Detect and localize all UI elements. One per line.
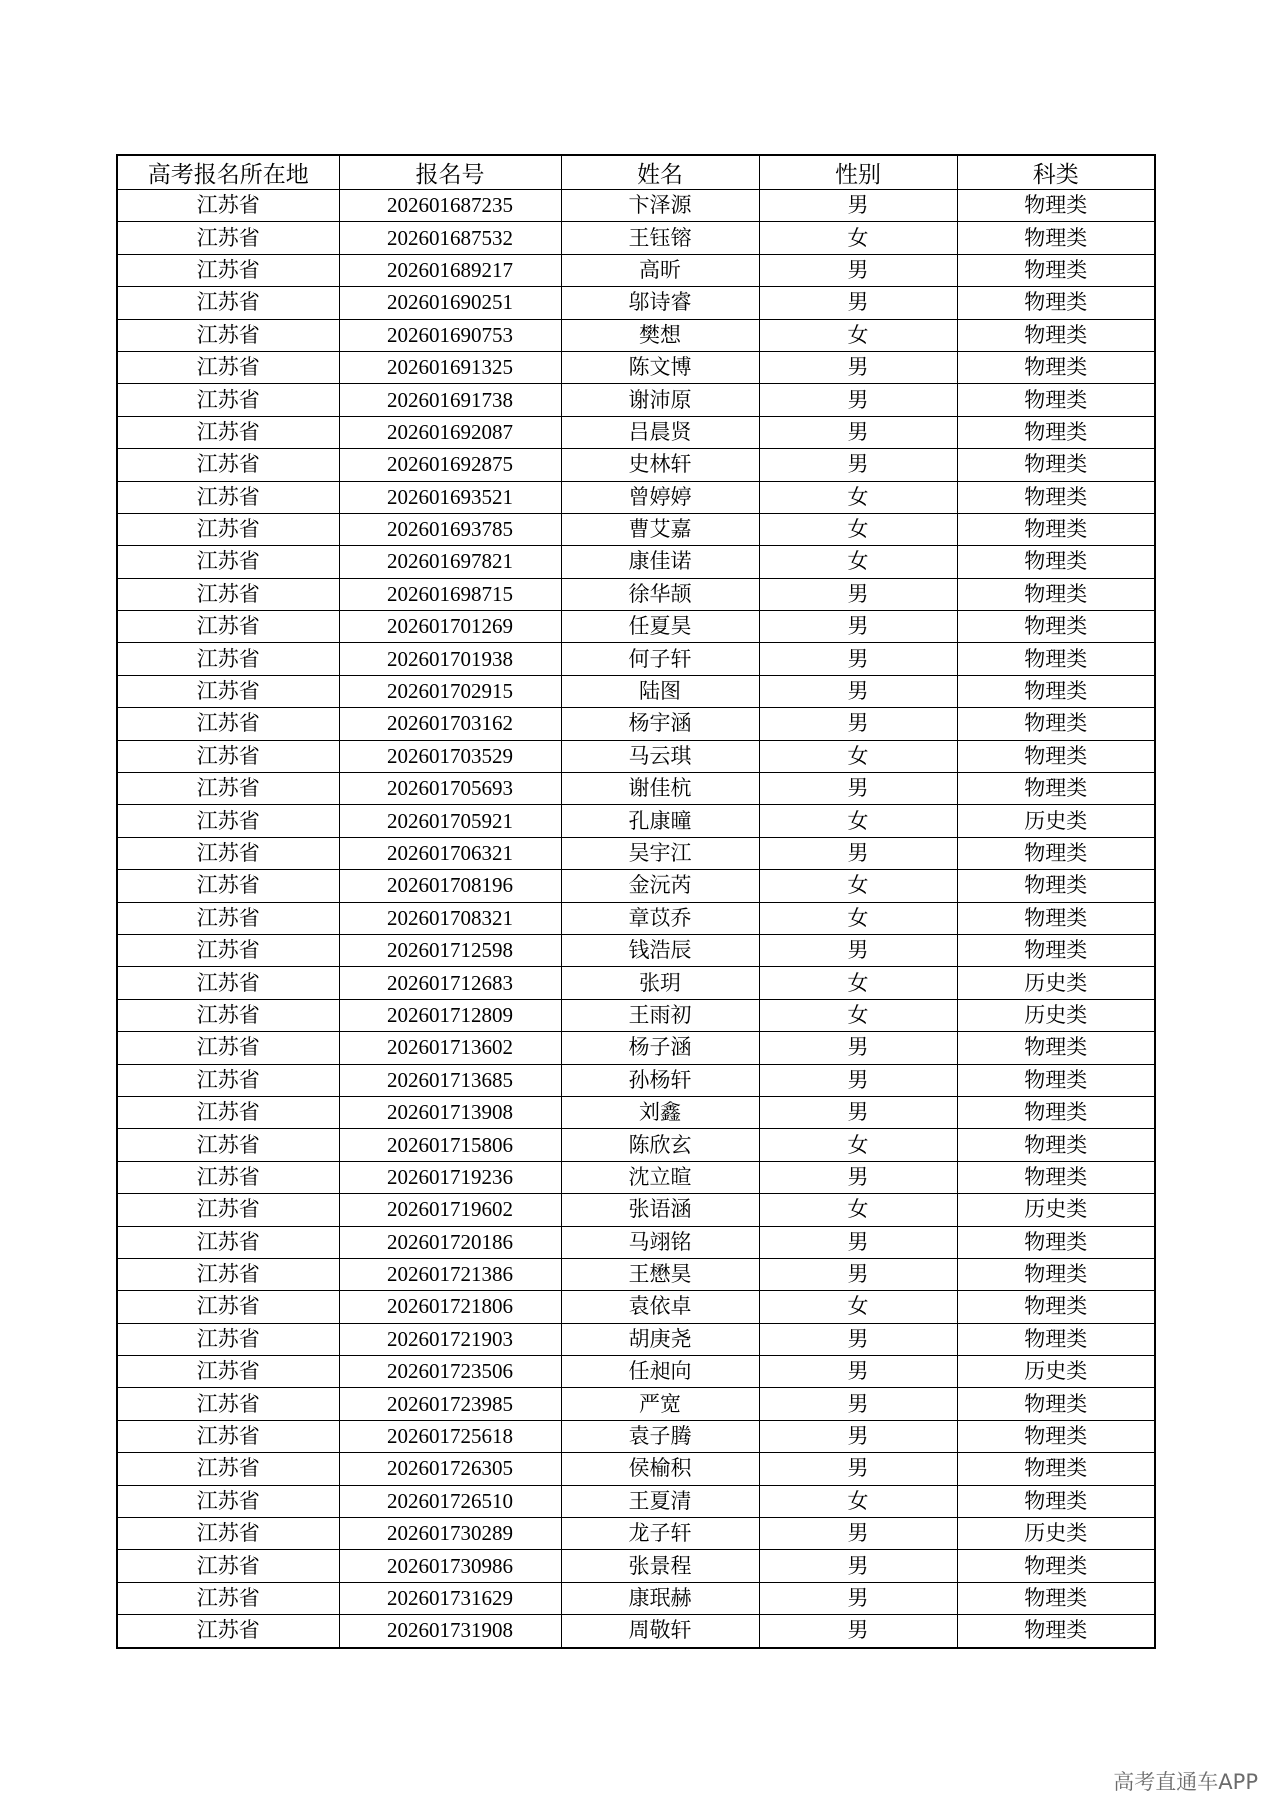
cell-registration-number: 202601692087 (339, 416, 561, 448)
cell-region: 江苏省 (117, 578, 339, 610)
cell-name: 马云琪 (561, 740, 759, 772)
cell-name: 侯榆积 (561, 1453, 759, 1485)
cell-name: 陆图 (561, 675, 759, 707)
cell-subject-track: 物理类 (957, 837, 1155, 869)
table-body (117, 190, 1155, 1648)
cell-subject-track: 物理类 (957, 902, 1155, 934)
cell-name: 卞泽源 (561, 190, 759, 222)
cell-registration-number: 202601726305 (339, 1453, 561, 1485)
cell-region: 江苏省 (117, 708, 339, 740)
cell-gender: 男 (759, 837, 957, 869)
table-row (117, 546, 1155, 578)
cell-gender: 女 (759, 513, 957, 545)
cell-subject-track: 历史类 (957, 1518, 1155, 1550)
table-row (117, 773, 1155, 805)
cell-subject-track: 物理类 (957, 449, 1155, 481)
cell-region: 江苏省 (117, 1518, 339, 1550)
table-row (117, 1388, 1155, 1420)
cell-subject-track: 物理类 (957, 1226, 1155, 1258)
cell-registration-number: 202601708196 (339, 870, 561, 902)
cell-gender: 男 (759, 1258, 957, 1290)
table-row (117, 254, 1155, 286)
cell-region: 江苏省 (117, 1485, 339, 1517)
cell-region: 江苏省 (117, 1096, 339, 1128)
cell-region: 江苏省 (117, 287, 339, 319)
cell-subject-track: 物理类 (957, 190, 1155, 222)
header-region: 高考报名所在地 (117, 155, 339, 190)
cell-region: 江苏省 (117, 1161, 339, 1193)
cell-registration-number: 202601712683 (339, 967, 561, 999)
cell-gender: 男 (759, 1388, 957, 1420)
cell-registration-number: 202601723985 (339, 1388, 561, 1420)
table-row (117, 222, 1155, 254)
header-row (117, 155, 1155, 190)
table-row (117, 1161, 1155, 1193)
cell-registration-number: 202601713908 (339, 1096, 561, 1128)
cell-gender: 男 (759, 287, 957, 319)
cell-gender: 男 (759, 1161, 957, 1193)
cell-subject-track: 物理类 (957, 1291, 1155, 1323)
cell-gender: 男 (759, 449, 957, 481)
cell-name: 钱浩辰 (561, 934, 759, 966)
cell-gender: 女 (759, 1291, 957, 1323)
cell-name: 谢沛原 (561, 384, 759, 416)
cell-region: 江苏省 (117, 319, 339, 351)
cell-subject-track: 物理类 (957, 254, 1155, 286)
cell-name: 袁依卓 (561, 1291, 759, 1323)
table-row (117, 1518, 1155, 1550)
cell-registration-number: 202601721903 (339, 1323, 561, 1355)
cell-registration-number: 202601712598 (339, 934, 561, 966)
table-row (117, 870, 1155, 902)
cell-subject-track: 物理类 (957, 1064, 1155, 1096)
table-row (117, 1291, 1155, 1323)
cell-subject-track: 物理类 (957, 740, 1155, 772)
table-row (117, 1226, 1155, 1258)
cell-registration-number: 202601690753 (339, 319, 561, 351)
cell-registration-number: 202601713602 (339, 1032, 561, 1064)
cell-subject-track: 物理类 (957, 287, 1155, 319)
table-row (117, 351, 1155, 383)
cell-gender: 男 (759, 1323, 957, 1355)
cell-region: 江苏省 (117, 416, 339, 448)
cell-name: 孙杨轩 (561, 1064, 759, 1096)
cell-name: 杨子涵 (561, 1032, 759, 1064)
cell-name: 严宽 (561, 1388, 759, 1420)
cell-region: 江苏省 (117, 902, 339, 934)
cell-registration-number: 202601725618 (339, 1420, 561, 1452)
table-row (117, 1194, 1155, 1226)
cell-subject-track: 物理类 (957, 1582, 1155, 1614)
cell-subject-track: 物理类 (957, 1258, 1155, 1290)
cell-region: 江苏省 (117, 934, 339, 966)
table-row (117, 287, 1155, 319)
cell-name: 吕晨贤 (561, 416, 759, 448)
cell-name: 袁子腾 (561, 1420, 759, 1452)
cell-region: 江苏省 (117, 837, 339, 869)
cell-gender: 男 (759, 1582, 957, 1614)
cell-subject-track: 物理类 (957, 934, 1155, 966)
table-row (117, 999, 1155, 1031)
table-row (117, 1129, 1155, 1161)
header-gender: 性别 (759, 155, 957, 190)
table-row (117, 1420, 1155, 1452)
cell-gender: 男 (759, 578, 957, 610)
cell-gender: 男 (759, 1064, 957, 1096)
cell-name: 曹艾嘉 (561, 513, 759, 545)
cell-region: 江苏省 (117, 999, 339, 1031)
cell-gender: 女 (759, 481, 957, 513)
cell-gender: 女 (759, 805, 957, 837)
cell-gender: 男 (759, 351, 957, 383)
cell-region: 江苏省 (117, 1420, 339, 1452)
cell-region: 江苏省 (117, 1615, 339, 1648)
cell-registration-number: 202601689217 (339, 254, 561, 286)
cell-subject-track: 历史类 (957, 1194, 1155, 1226)
cell-name: 张玥 (561, 967, 759, 999)
cell-registration-number: 202601730289 (339, 1518, 561, 1550)
cell-name: 王钰镕 (561, 222, 759, 254)
table-row (117, 481, 1155, 513)
cell-registration-number: 202601701938 (339, 643, 561, 675)
cell-region: 江苏省 (117, 1129, 339, 1161)
cell-name: 张语涵 (561, 1194, 759, 1226)
cell-gender: 男 (759, 1453, 957, 1485)
cell-subject-track: 物理类 (957, 708, 1155, 740)
table-row (117, 1096, 1155, 1128)
cell-gender: 男 (759, 384, 957, 416)
cell-name: 周敬轩 (561, 1615, 759, 1648)
cell-registration-number: 202601731908 (339, 1615, 561, 1648)
cell-registration-number: 202601702915 (339, 675, 561, 707)
cell-name: 刘鑫 (561, 1096, 759, 1128)
cell-name: 马翊铭 (561, 1226, 759, 1258)
cell-gender: 男 (759, 1032, 957, 1064)
cell-subject-track: 物理类 (957, 1485, 1155, 1517)
cell-name: 王雨初 (561, 999, 759, 1031)
cell-region: 江苏省 (117, 449, 339, 481)
table-row (117, 1550, 1155, 1582)
cell-registration-number: 202601691738 (339, 384, 561, 416)
cell-registration-number: 202601698715 (339, 578, 561, 610)
cell-subject-track: 物理类 (957, 1129, 1155, 1161)
cell-gender: 女 (759, 1485, 957, 1517)
cell-gender: 男 (759, 708, 957, 740)
cell-name: 史林轩 (561, 449, 759, 481)
cell-name: 康珉赫 (561, 1582, 759, 1614)
cell-region: 江苏省 (117, 1064, 339, 1096)
cell-name: 胡庚尧 (561, 1323, 759, 1355)
cell-gender: 女 (759, 967, 957, 999)
cell-region: 江苏省 (117, 1356, 339, 1388)
cell-gender: 女 (759, 740, 957, 772)
cell-region: 江苏省 (117, 384, 339, 416)
cell-name: 张景程 (561, 1550, 759, 1582)
cell-gender: 男 (759, 1518, 957, 1550)
cell-gender: 男 (759, 1550, 957, 1582)
cell-gender: 女 (759, 546, 957, 578)
cell-registration-number: 202601712809 (339, 999, 561, 1031)
cell-region: 江苏省 (117, 1226, 339, 1258)
cell-registration-number: 202601697821 (339, 546, 561, 578)
cell-subject-track: 物理类 (957, 611, 1155, 643)
cell-registration-number: 202601692875 (339, 449, 561, 481)
cell-gender: 男 (759, 773, 957, 805)
cell-registration-number: 202601693521 (339, 481, 561, 513)
cell-subject-track: 物理类 (957, 351, 1155, 383)
cell-region: 江苏省 (117, 1291, 339, 1323)
table-header (117, 155, 1155, 190)
cell-name: 任昶向 (561, 1356, 759, 1388)
cell-gender: 男 (759, 643, 957, 675)
cell-name: 杨宇涵 (561, 708, 759, 740)
cell-subject-track: 历史类 (957, 967, 1155, 999)
cell-region: 江苏省 (117, 1194, 339, 1226)
cell-gender: 男 (759, 1226, 957, 1258)
cell-registration-number: 202601723506 (339, 1356, 561, 1388)
cell-name: 徐华颉 (561, 578, 759, 610)
cell-region: 江苏省 (117, 740, 339, 772)
cell-name: 樊想 (561, 319, 759, 351)
cell-subject-track: 物理类 (957, 773, 1155, 805)
cell-gender: 女 (759, 319, 957, 351)
cell-gender: 女 (759, 870, 957, 902)
table-row (117, 967, 1155, 999)
cell-registration-number: 202601726510 (339, 1485, 561, 1517)
cell-region: 江苏省 (117, 1453, 339, 1485)
cell-name: 龙子轩 (561, 1518, 759, 1550)
cell-region: 江苏省 (117, 967, 339, 999)
cell-name: 陈文博 (561, 351, 759, 383)
cell-registration-number: 202601721386 (339, 1258, 561, 1290)
cell-subject-track: 物理类 (957, 675, 1155, 707)
table-row (117, 934, 1155, 966)
cell-registration-number: 202601713685 (339, 1064, 561, 1096)
cell-name: 谢佳杭 (561, 773, 759, 805)
cell-region: 江苏省 (117, 1323, 339, 1355)
cell-subject-track: 物理类 (957, 1615, 1155, 1648)
cell-gender: 女 (759, 1194, 957, 1226)
cell-gender: 男 (759, 1420, 957, 1452)
table-row (117, 643, 1155, 675)
cell-registration-number: 202601687532 (339, 222, 561, 254)
table-row (117, 449, 1155, 481)
cell-subject-track: 物理类 (957, 416, 1155, 448)
table-row (117, 902, 1155, 934)
cell-subject-track: 物理类 (957, 643, 1155, 675)
cell-name: 康佳诺 (561, 546, 759, 578)
cell-registration-number: 202601691325 (339, 351, 561, 383)
table-row (117, 578, 1155, 610)
cell-subject-track: 历史类 (957, 805, 1155, 837)
table-row (117, 513, 1155, 545)
cell-gender: 男 (759, 416, 957, 448)
cell-gender: 男 (759, 254, 957, 286)
cell-name: 王懋昊 (561, 1258, 759, 1290)
admission-roster-table (116, 154, 1156, 1649)
table-row (117, 611, 1155, 643)
cell-gender: 男 (759, 611, 957, 643)
cell-region: 江苏省 (117, 351, 339, 383)
table-row (117, 675, 1155, 707)
cell-name: 曾婷婷 (561, 481, 759, 513)
cell-region: 江苏省 (117, 190, 339, 222)
cell-subject-track: 物理类 (957, 1453, 1155, 1485)
cell-region: 江苏省 (117, 513, 339, 545)
cell-subject-track: 历史类 (957, 1356, 1155, 1388)
header-subject-track: 科类 (957, 155, 1155, 190)
table-row (117, 837, 1155, 869)
cell-region: 江苏省 (117, 254, 339, 286)
cell-region: 江苏省 (117, 870, 339, 902)
header-name: 姓名 (561, 155, 759, 190)
cell-registration-number: 202601703529 (339, 740, 561, 772)
cell-registration-number: 202601708321 (339, 902, 561, 934)
table-row (117, 708, 1155, 740)
cell-registration-number: 202601720186 (339, 1226, 561, 1258)
cell-region: 江苏省 (117, 1032, 339, 1064)
cell-gender: 男 (759, 1096, 957, 1128)
cell-gender: 男 (759, 1356, 957, 1388)
cell-region: 江苏省 (117, 675, 339, 707)
cell-name: 王夏清 (561, 1485, 759, 1517)
cell-gender: 女 (759, 222, 957, 254)
header-registration-number: 报名号 (339, 155, 561, 190)
cell-subject-track: 历史类 (957, 999, 1155, 1031)
cell-registration-number: 202601719602 (339, 1194, 561, 1226)
table-row (117, 1064, 1155, 1096)
cell-subject-track: 物理类 (957, 578, 1155, 610)
table-row (117, 740, 1155, 772)
cell-name: 章苡乔 (561, 902, 759, 934)
cell-registration-number: 202601690251 (339, 287, 561, 319)
cell-registration-number: 202601701269 (339, 611, 561, 643)
cell-subject-track: 物理类 (957, 1032, 1155, 1064)
table-row (117, 1582, 1155, 1614)
table-row (117, 1032, 1155, 1064)
app-watermark: 高考直通车APP (1113, 1770, 1258, 1794)
cell-registration-number: 202601687235 (339, 190, 561, 222)
cell-region: 江苏省 (117, 222, 339, 254)
cell-subject-track: 物理类 (957, 1550, 1155, 1582)
cell-region: 江苏省 (117, 1582, 339, 1614)
cell-gender: 男 (759, 190, 957, 222)
cell-gender: 男 (759, 934, 957, 966)
cell-gender: 男 (759, 1615, 957, 1648)
cell-region: 江苏省 (117, 643, 339, 675)
cell-registration-number: 202601705693 (339, 773, 561, 805)
cell-name: 邬诗睿 (561, 287, 759, 319)
cell-gender: 女 (759, 999, 957, 1031)
table-row (117, 1356, 1155, 1388)
table-row (117, 1485, 1155, 1517)
cell-region: 江苏省 (117, 611, 339, 643)
table-row (117, 384, 1155, 416)
cell-registration-number: 202601706321 (339, 837, 561, 869)
cell-gender: 女 (759, 1129, 957, 1161)
cell-subject-track: 物理类 (957, 384, 1155, 416)
cell-registration-number: 202601693785 (339, 513, 561, 545)
table-row (117, 1258, 1155, 1290)
cell-name: 陈欣玄 (561, 1129, 759, 1161)
cell-subject-track: 物理类 (957, 1388, 1155, 1420)
cell-region: 江苏省 (117, 805, 339, 837)
table-row (117, 416, 1155, 448)
cell-gender: 男 (759, 675, 957, 707)
cell-region: 江苏省 (117, 481, 339, 513)
cell-registration-number: 202601715806 (339, 1129, 561, 1161)
cell-region: 江苏省 (117, 1258, 339, 1290)
cell-name: 沈立暄 (561, 1161, 759, 1193)
cell-subject-track: 物理类 (957, 1420, 1155, 1452)
cell-registration-number: 202601721806 (339, 1291, 561, 1323)
table-row (117, 1323, 1155, 1355)
table-row (117, 1453, 1155, 1485)
cell-name: 吴宇江 (561, 837, 759, 869)
cell-subject-track: 物理类 (957, 222, 1155, 254)
cell-registration-number: 202601705921 (339, 805, 561, 837)
cell-subject-track: 物理类 (957, 546, 1155, 578)
table-row (117, 1615, 1155, 1648)
table-row (117, 190, 1155, 222)
table-row (117, 805, 1155, 837)
cell-registration-number: 202601703162 (339, 708, 561, 740)
cell-subject-track: 物理类 (957, 513, 1155, 545)
cell-name: 孔康曈 (561, 805, 759, 837)
cell-subject-track: 物理类 (957, 1323, 1155, 1355)
cell-subject-track: 物理类 (957, 1161, 1155, 1193)
table-row (117, 319, 1155, 351)
cell-subject-track: 物理类 (957, 481, 1155, 513)
cell-registration-number: 202601730986 (339, 1550, 561, 1582)
cell-registration-number: 202601731629 (339, 1582, 561, 1614)
cell-region: 江苏省 (117, 773, 339, 805)
cell-subject-track: 物理类 (957, 870, 1155, 902)
cell-name: 何子轩 (561, 643, 759, 675)
cell-region: 江苏省 (117, 546, 339, 578)
cell-name: 高昕 (561, 254, 759, 286)
cell-name: 任夏昊 (561, 611, 759, 643)
cell-subject-track: 物理类 (957, 1096, 1155, 1128)
cell-registration-number: 202601719236 (339, 1161, 561, 1193)
cell-region: 江苏省 (117, 1388, 339, 1420)
cell-subject-track: 物理类 (957, 319, 1155, 351)
cell-name: 金沅芮 (561, 870, 759, 902)
cell-gender: 女 (759, 902, 957, 934)
cell-region: 江苏省 (117, 1550, 339, 1582)
